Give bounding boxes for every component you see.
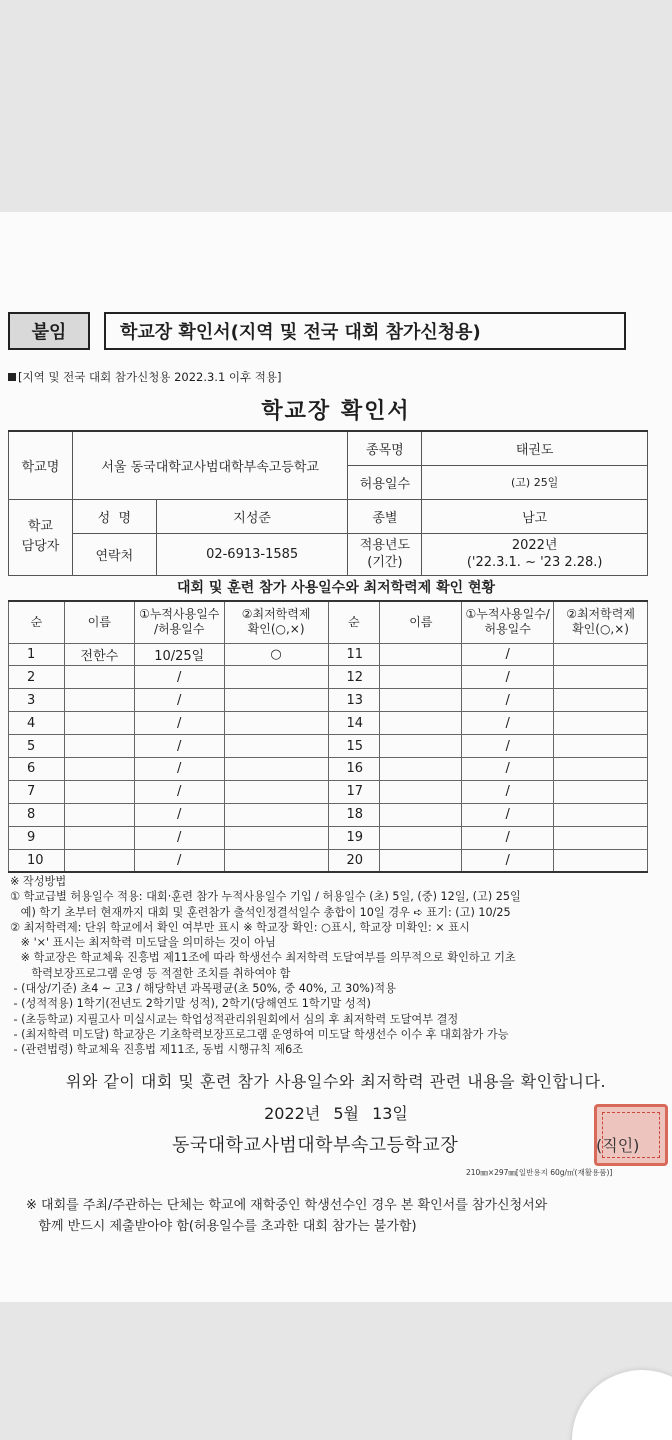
days-value: (고) 25일: [422, 465, 648, 499]
instruction-line: - (초등학교) 지필고사 미실시교는 학업성적관리위원회에서 심의 후 최저학력 도달여부 결정: [10, 1012, 459, 1026]
table-cell-n1: 3: [9, 689, 65, 712]
page-curl-corner: [572, 1370, 672, 1440]
table-cell-name2: [380, 757, 462, 780]
table-cell-name2: [380, 803, 462, 826]
table-cell-check2: [554, 757, 648, 780]
table-cell-name2: [380, 712, 462, 735]
table-cell-name2: [380, 826, 462, 849]
table-cell-days2: /: [462, 712, 554, 735]
table-cell-name2: [380, 735, 462, 758]
name-value: 지성준: [156, 499, 348, 533]
table-cell-n1: 2: [9, 666, 65, 689]
table-row: [9, 780, 648, 803]
table-cell-check2: [554, 643, 648, 666]
table-row: [9, 689, 648, 712]
table-cell-name1: [64, 712, 134, 735]
table-cell-days1: /: [134, 849, 224, 872]
table-cell-name2: [380, 780, 462, 803]
seal-label: (직인): [596, 1136, 640, 1155]
days-label: 허용일수: [348, 465, 422, 499]
table-cell-name1: [64, 735, 134, 758]
table-cell-days1: /: [134, 826, 224, 849]
table-cell-check1: [224, 826, 328, 849]
paper-spec: 210㎜×297㎜[일반용지 60g/㎡(재활용품)]: [466, 1168, 613, 1177]
table-cell-name2: [380, 689, 462, 712]
table-cell-n2: 19: [328, 826, 380, 849]
table-cell-days2: /: [462, 849, 554, 872]
name-label: 성 명: [72, 499, 156, 533]
manager-label: 학교 담당자: [9, 499, 73, 575]
header-seq-1: 순: [9, 601, 65, 643]
header-check-2: ②최저학력제 확인(○,×): [554, 601, 648, 643]
instruction-line: - (대상/기준) 초4 ~ 고3 / 해당학년 과목평균(초 50%, 중 40%, 고 30%)적용: [10, 982, 396, 996]
instruction-line: ※ 학교장은 학교체육 진흥법 제11조에 따라 학생선수 최저학력 도달여부를 의무적으로 확인하고 기초: [10, 951, 516, 965]
table-cell-n2: 13: [328, 689, 380, 712]
table-cell-n2: 12: [328, 666, 380, 689]
confirmation-text: 위와 같이 대회 및 훈련 참가 사용일수와 최저학력 관련 내용을 확인합니다.: [65, 1072, 607, 1091]
table-cell-n2: 16: [328, 757, 380, 780]
table-cell-name1: [64, 803, 134, 826]
table-cell-n2: 20: [328, 849, 380, 872]
table-cell-days1: /: [134, 780, 224, 803]
table-cell-name2: [380, 849, 462, 872]
table-row: [9, 849, 648, 872]
table-cell-check1: [224, 712, 328, 735]
header-days-1: ①누적사용일수 /허용일수: [134, 601, 224, 643]
attachment-tag: 붙임: [8, 312, 90, 350]
page-title: 학교장 확인서: [261, 399, 411, 424]
contact-label: 연락처: [72, 533, 156, 575]
table-cell-days2: /: [462, 826, 554, 849]
table-cell-check2: [554, 780, 648, 803]
table-cell-check1: [224, 689, 328, 712]
issue-date: 2022년 5월 13일: [264, 1104, 408, 1123]
instruction-line: - (최저학력 미도달) 학교장은 기초학력보장프로그램 운영하여 미도달 학생선수 이수 후 대회참가 가능: [10, 1027, 509, 1041]
table-cell-n1: 8: [9, 803, 65, 826]
instruction-line: ② 최저학력제: 단위 학교에서 확인 여부만 표시 ※ 학교장 확인: ○표시, 학교장 미확인: × 표시: [10, 920, 470, 934]
instruction-line: ※ '×' 표시는 최저학력 미도달을 의미하는 것이 아님: [10, 936, 276, 950]
table-cell-days1: /: [134, 689, 224, 712]
school-label: 학교명: [9, 431, 73, 499]
table-cell-check2: [554, 803, 648, 826]
category-label: 종별: [348, 499, 422, 533]
table-cell-days2: /: [462, 757, 554, 780]
table-cell-name2: [380, 643, 462, 666]
table-cell-name2: [380, 666, 462, 689]
table-row: [9, 666, 648, 689]
instruction-line: 학력보장프로그램 운영 등 적절한 조치를 취하여야 함: [10, 966, 291, 980]
table-row: [9, 826, 648, 849]
sport-label: 종목명: [348, 431, 422, 465]
table-cell-n2: 15: [328, 735, 380, 758]
school-value: 서울 동국대학교사범대학부속고등학교: [72, 431, 348, 499]
table-cell-n1: 1: [9, 643, 65, 666]
table-cell-name1: [64, 826, 134, 849]
table-cell-n2: 14: [328, 712, 380, 735]
header-seq-2: 순: [328, 601, 380, 643]
table-cell-n1: 4: [9, 712, 65, 735]
table-cell-check2: [554, 849, 648, 872]
header-name-2: 이름: [380, 601, 462, 643]
header-name-1: 이름: [64, 601, 134, 643]
table-row: [9, 712, 648, 735]
table-cell-days2: /: [462, 803, 554, 826]
table-row: [9, 735, 648, 758]
applicability-note: [지역 및 전국 대회 참가신청용 2022.3.1 이후 적용]: [8, 369, 282, 385]
instruction-line: - (관련법령) 학교체육 진흥법 제11조, 동법 시행규칙 제6조: [10, 1043, 304, 1057]
instructions: [10, 874, 660, 1058]
table-cell-check1: [224, 757, 328, 780]
table-cell-days2: /: [462, 780, 554, 803]
table-cell-days2: /: [462, 689, 554, 712]
table-cell-check2: [554, 689, 648, 712]
submission-note-line: 함께 반드시 제출받아야 함(허용일수를 초과한 대회 참가는 불가함): [26, 1219, 417, 1234]
table-cell-check1: ○: [224, 643, 328, 666]
instruction-line: ① 학교급별 허용일수 적용: 대회·훈련 참가 누적사용일수 기입 / 허용일수 (초) 5일, (중) 12일, (고) 25일: [10, 890, 521, 904]
table-cell-n2: 18: [328, 803, 380, 826]
table-cell-name1: [64, 689, 134, 712]
table-cell-days1: /: [134, 757, 224, 780]
table-cell-name1: [64, 780, 134, 803]
table-cell-days2: /: [462, 666, 554, 689]
table-cell-n2: 17: [328, 780, 380, 803]
table-cell-check1: [224, 780, 328, 803]
table-cell-check1: [224, 735, 328, 758]
submission-note: [26, 1195, 646, 1237]
table-cell-days2: /: [462, 643, 554, 666]
table-cell-days1: /: [134, 666, 224, 689]
year-label: 적용년도 (기간): [348, 533, 422, 575]
table-cell-days2: /: [462, 735, 554, 758]
table-cell-n1: 7: [9, 780, 65, 803]
table-cell-check2: [554, 666, 648, 689]
instruction-line: 예) 학기 초부터 현재까지 대회 및 훈련참가 출석인정결석일수 총합이 10일 경우 ➪ 표기: (고) 10/25: [10, 905, 511, 919]
header-days-2: ①누적사용일수/ 허용일수: [462, 601, 554, 643]
table-row: [9, 803, 648, 826]
table-cell-check1: [224, 849, 328, 872]
table-cell-n2: 11: [328, 643, 380, 666]
table-row: [9, 757, 648, 780]
table-cell-days1: /: [134, 803, 224, 826]
school-info-table: [8, 430, 648, 576]
table-body: [9, 643, 648, 872]
header-check-1: ②최저학력제 확인(○,×): [224, 601, 328, 643]
table-cell-check2: [554, 826, 648, 849]
table-cell-name1: [64, 757, 134, 780]
square-bullet-icon: [8, 373, 16, 381]
table-cell-name1: 전한수: [64, 643, 134, 666]
table-cell-check2: [554, 712, 648, 735]
table-cell-check2: [554, 735, 648, 758]
table-cell-days1: /: [134, 712, 224, 735]
table-cell-n1: 10: [9, 849, 65, 872]
table-cell-n1: 9: [9, 826, 65, 849]
instruction-line: ※ 작성방법: [10, 875, 67, 888]
table-cell-check1: [224, 803, 328, 826]
table-cell-n1: 6: [9, 757, 65, 780]
table-cell-days1: 10/25일: [134, 643, 224, 666]
principal-name: 동국대학교사범대학부속고등학교장: [172, 1135, 459, 1156]
section-title: 대회 및 훈련 참가 사용일수와 최저학력제 확인 현황: [176, 580, 496, 596]
submission-note-line: ※ 대회를 주최/주관하는 단체는 학교에 재학중인 학생선수인 경우 본 확인서를 참가신청서와: [26, 1198, 548, 1213]
participation-table: [8, 600, 648, 873]
sport-value: 태권도: [422, 431, 648, 465]
table-cell-name1: [64, 849, 134, 872]
table-cell-days1: /: [134, 735, 224, 758]
table-cell-name1: [64, 666, 134, 689]
contact-value: 02-6913-1585: [156, 533, 348, 575]
table-row: [9, 643, 648, 666]
year-value: 2022년 ('22.3.1. ~ '23 2.28.): [422, 533, 648, 575]
table-cell-n1: 5: [9, 735, 65, 758]
category-value: 남고: [422, 499, 648, 533]
table-cell-check1: [224, 666, 328, 689]
header-title: 학교장 확인서(지역 및 전국 대회 참가신청용): [104, 312, 626, 350]
instruction-line: - (성적적용) 1학기(전년도 2학기말 성적), 2학기(당해연도 1학기말 성적): [10, 997, 371, 1011]
